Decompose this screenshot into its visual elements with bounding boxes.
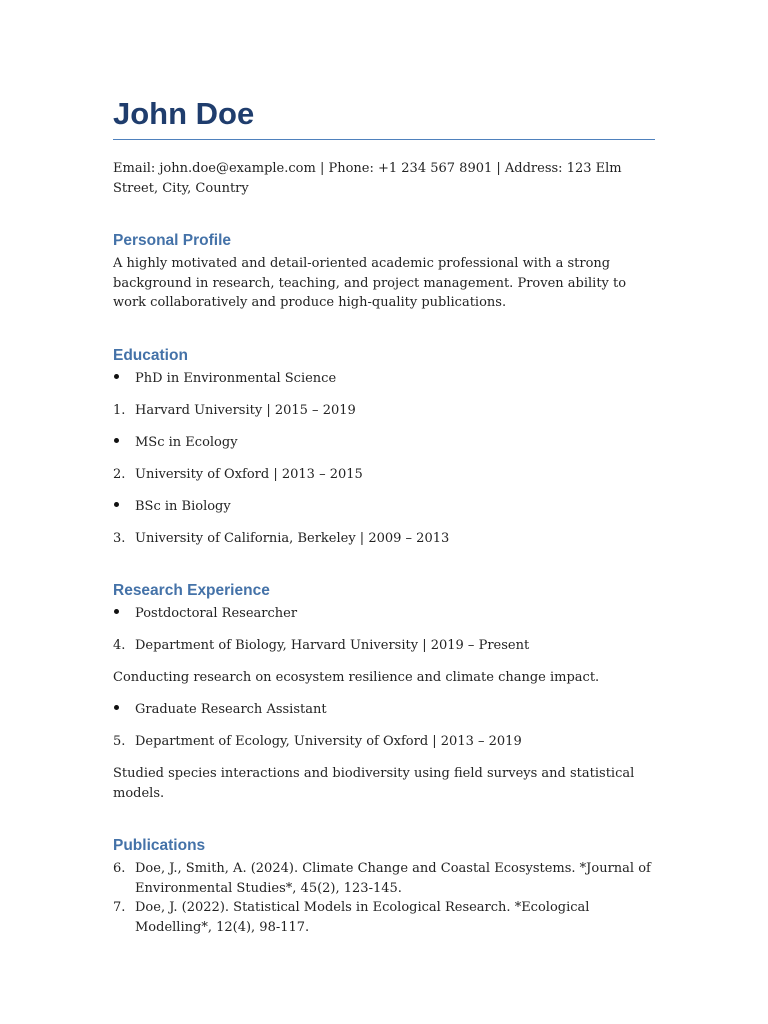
education-institution-text: University of California, Berkeley | 2009 – 2013 xyxy=(135,530,450,546)
bullet-icon xyxy=(114,374,119,379)
publication-item xyxy=(113,859,655,898)
research-description: Studied species interactions and biodiversity using field surveys and statistical models. xyxy=(113,766,635,801)
list-number: 3. xyxy=(113,530,126,546)
education-degree-text: MSc in Ecology xyxy=(135,434,238,450)
bullet-icon xyxy=(114,438,119,443)
bullet-icon xyxy=(114,502,119,507)
education-degree xyxy=(113,433,655,453)
resume-page xyxy=(113,95,655,937)
list-number: 5. xyxy=(113,734,126,749)
education-institution-text: Harvard University | 2015 – 2019 xyxy=(135,402,356,418)
bullet-icon xyxy=(114,705,119,710)
list-number: 6. xyxy=(113,861,126,876)
research-role xyxy=(113,700,655,720)
education-heading: Education xyxy=(113,346,188,364)
research-place xyxy=(113,732,655,752)
list-number: 1. xyxy=(113,402,126,418)
contact-line: Email: john.doe@example.com | Phone: +1 234 567 8901 | Address: 123 Elm Street, City, Country xyxy=(113,161,622,196)
profile-heading: Personal Profile xyxy=(113,232,232,249)
research-list xyxy=(113,604,655,803)
education-institution xyxy=(113,529,655,549)
bullet-icon xyxy=(114,609,119,614)
education-institution xyxy=(113,401,655,421)
education-degree xyxy=(113,369,655,389)
education-list xyxy=(113,369,655,549)
publications-heading: Publications xyxy=(113,837,206,854)
publication-item xyxy=(113,898,655,937)
research-heading: Research Experience xyxy=(113,582,270,599)
resume-name: John Doe xyxy=(113,96,255,131)
title-divider xyxy=(113,139,655,140)
research-description: Conducting research on ecosystem resilience and climate change impact. xyxy=(113,670,600,685)
publications-list xyxy=(113,859,655,937)
research-role xyxy=(113,604,655,624)
publication-text: Doe, J., Smith, A. (2024). Climate Change and Coastal Ecosystems. *Journal of Environmental Studies*, 45(2), 123-145. xyxy=(135,861,651,896)
education-degree-text: PhD in Environmental Science xyxy=(135,370,337,386)
list-number: 4. xyxy=(113,638,126,653)
research-place-text: Department of Ecology, University of Oxford | 2013 – 2019 xyxy=(135,734,522,749)
education-degree-text: BSc in Biology xyxy=(135,498,231,514)
profile-text: A highly motivated and detail-oriented academic professional with a strong background in research, teaching, and project management. Proven ability to work collaboratively and produce high-quality publications. xyxy=(113,256,627,310)
research-role-text: Postdoctoral Researcher xyxy=(135,606,298,621)
research-place xyxy=(113,636,655,656)
education-degree xyxy=(113,497,655,517)
list-number: 2. xyxy=(113,466,126,482)
research-role-text: Graduate Research Assistant xyxy=(135,702,327,717)
research-place-text: Department of Biology, Harvard University | 2019 – Present xyxy=(135,638,530,653)
list-number: 7. xyxy=(113,900,126,915)
education-institution xyxy=(113,465,655,485)
education-institution-text: University of Oxford | 2013 – 2015 xyxy=(135,466,363,482)
publication-text: Doe, J. (2022). Statistical Models in Ecological Research. *Ecological Modelling*, 12(4), 98-117. xyxy=(135,900,590,935)
